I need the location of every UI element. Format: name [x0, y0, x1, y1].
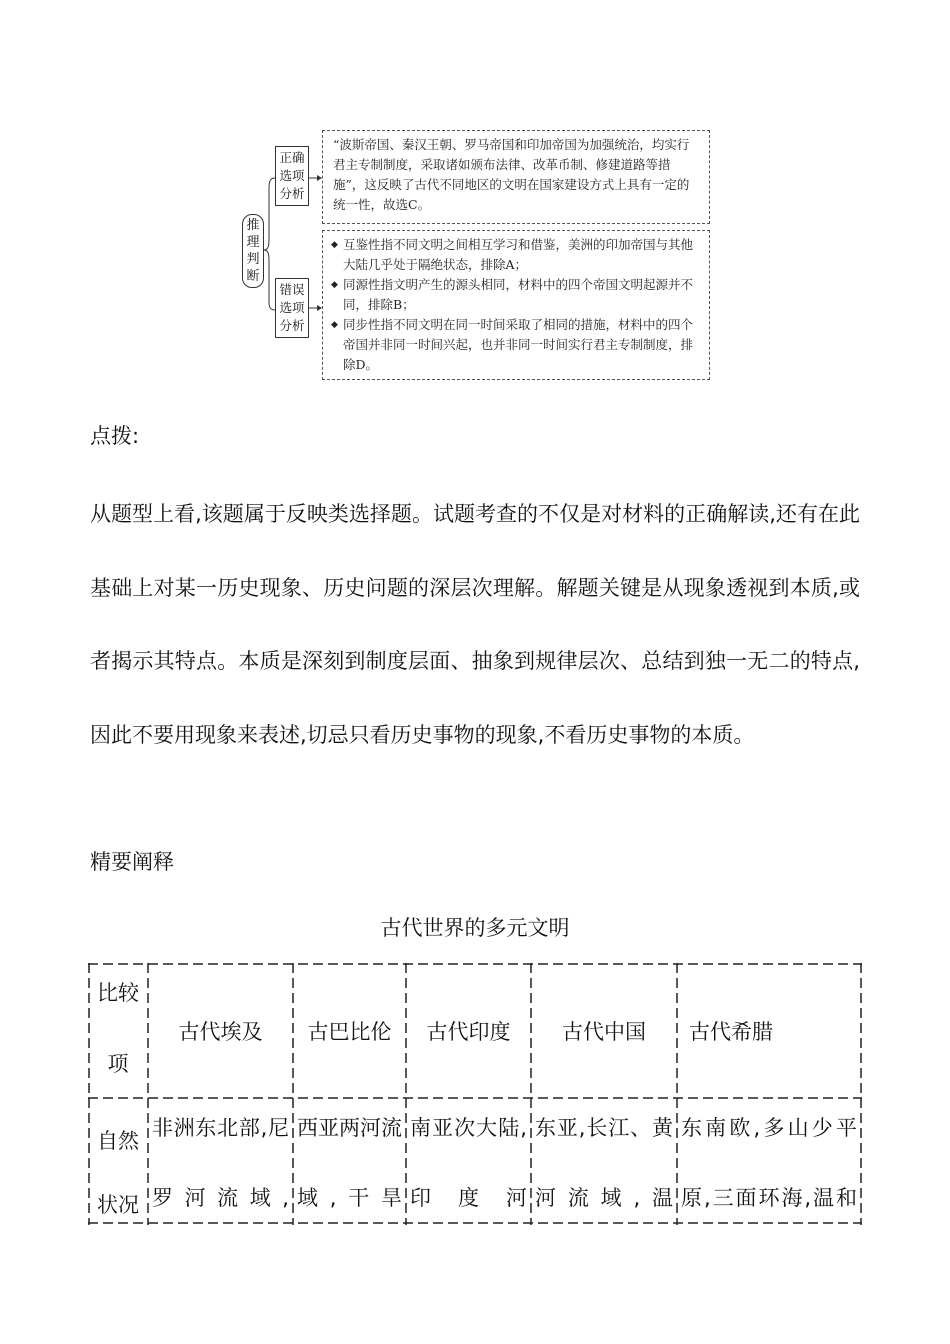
tip-paragraph: 从题型上看,该题属于反映类选择题。试题考查的不仅是对材料的正确解读,还有在此基础上对某一历史现象、历史问题的深层次理解。解题关键是从现象透视到本质,或者揭示其特点。本质是深刻到制度层面、抽象到规律层次、总结到独一无二的特点,因此不要用现象来表述,切忌只看历史事物的现象,不看历史事物的本质。 — [90, 502, 860, 747]
cell-greece-natural: 东南欧,多山少平原,三面环海,温和 — [681, 1116, 857, 1210]
cell-china-natural: 东亚,长江、黄河流域,温 — [535, 1116, 673, 1210]
analysis-diagram — [238, 126, 716, 382]
table-title: 古代世界的多元文明 — [380, 916, 570, 940]
wrong-option-b-text: 同源性指文明产生的源头相同，材料中的四个帝国文明起源并不同，排除B； — [343, 277, 694, 312]
bullet-diamond-icon: ◆ — [331, 280, 338, 290]
section-label: 精要阐释 — [90, 850, 174, 874]
header-china: 古代中国 — [562, 1019, 646, 1044]
correct-analysis-box — [322, 130, 710, 224]
wrong-analysis-box — [322, 230, 710, 380]
wrong-option-a — [331, 235, 699, 275]
corner-header — [88, 975, 148, 1083]
civilization-table — [88, 963, 862, 1225]
correct-analysis-node: 正确选项分析 — [275, 146, 309, 206]
correct-analysis-text: “波斯帝国、秦汉王朝、罗马帝国和印加帝国为加强统治，均实行君主专制制度，采取诸如颁布法律、改革币制、修建道路等措施”，这反映了古代不同地区的文明在国家建设方式上具有一定的统一性，故选C。 — [333, 137, 690, 212]
header-egypt: 古代埃及 — [178, 1019, 263, 1044]
cell-babylon-natural: 西亚两河流域,干旱 — [297, 1116, 402, 1210]
wrong-option-a-text: 互鉴性指不同文明之间相互学习和借鉴，美洲的印加帝国与其他大陆几乎处于隔绝状态，排除A； — [343, 237, 694, 272]
cell-egypt-natural: 非洲东北部,尼罗河流域, — [152, 1116, 289, 1210]
tip-label: 点拨: — [90, 424, 140, 448]
row-label-text: 自然状况 — [97, 1129, 139, 1217]
header-india: 古代印度 — [426, 1019, 511, 1044]
wrong-analysis-node: 错误选项分析 — [275, 278, 309, 338]
header-greece: 古代希腊 — [689, 1019, 773, 1044]
corner-header-line1: 比较 — [97, 981, 139, 1005]
root-node: 推理判断 — [242, 214, 264, 288]
row-label-natural — [88, 1109, 148, 1237]
bullet-diamond-icon: ◆ — [331, 320, 338, 330]
corner-header-line2: 项 — [107, 1052, 129, 1076]
bullet-diamond-icon: ◆ — [331, 240, 338, 250]
header-babylon: 古巴比伦 — [307, 1019, 392, 1044]
wrong-option-b — [331, 275, 699, 315]
wrong-option-d — [331, 315, 699, 375]
cell-india-natural: 南亚次大陆,印度河 — [410, 1116, 527, 1210]
wrong-option-d-text: 同步性指不同文明在同一时间采取了相同的措施，材料中的四个帝国并非同一时间兴起，也并非同一时间实行君主专制制度，排除D。 — [343, 317, 694, 372]
